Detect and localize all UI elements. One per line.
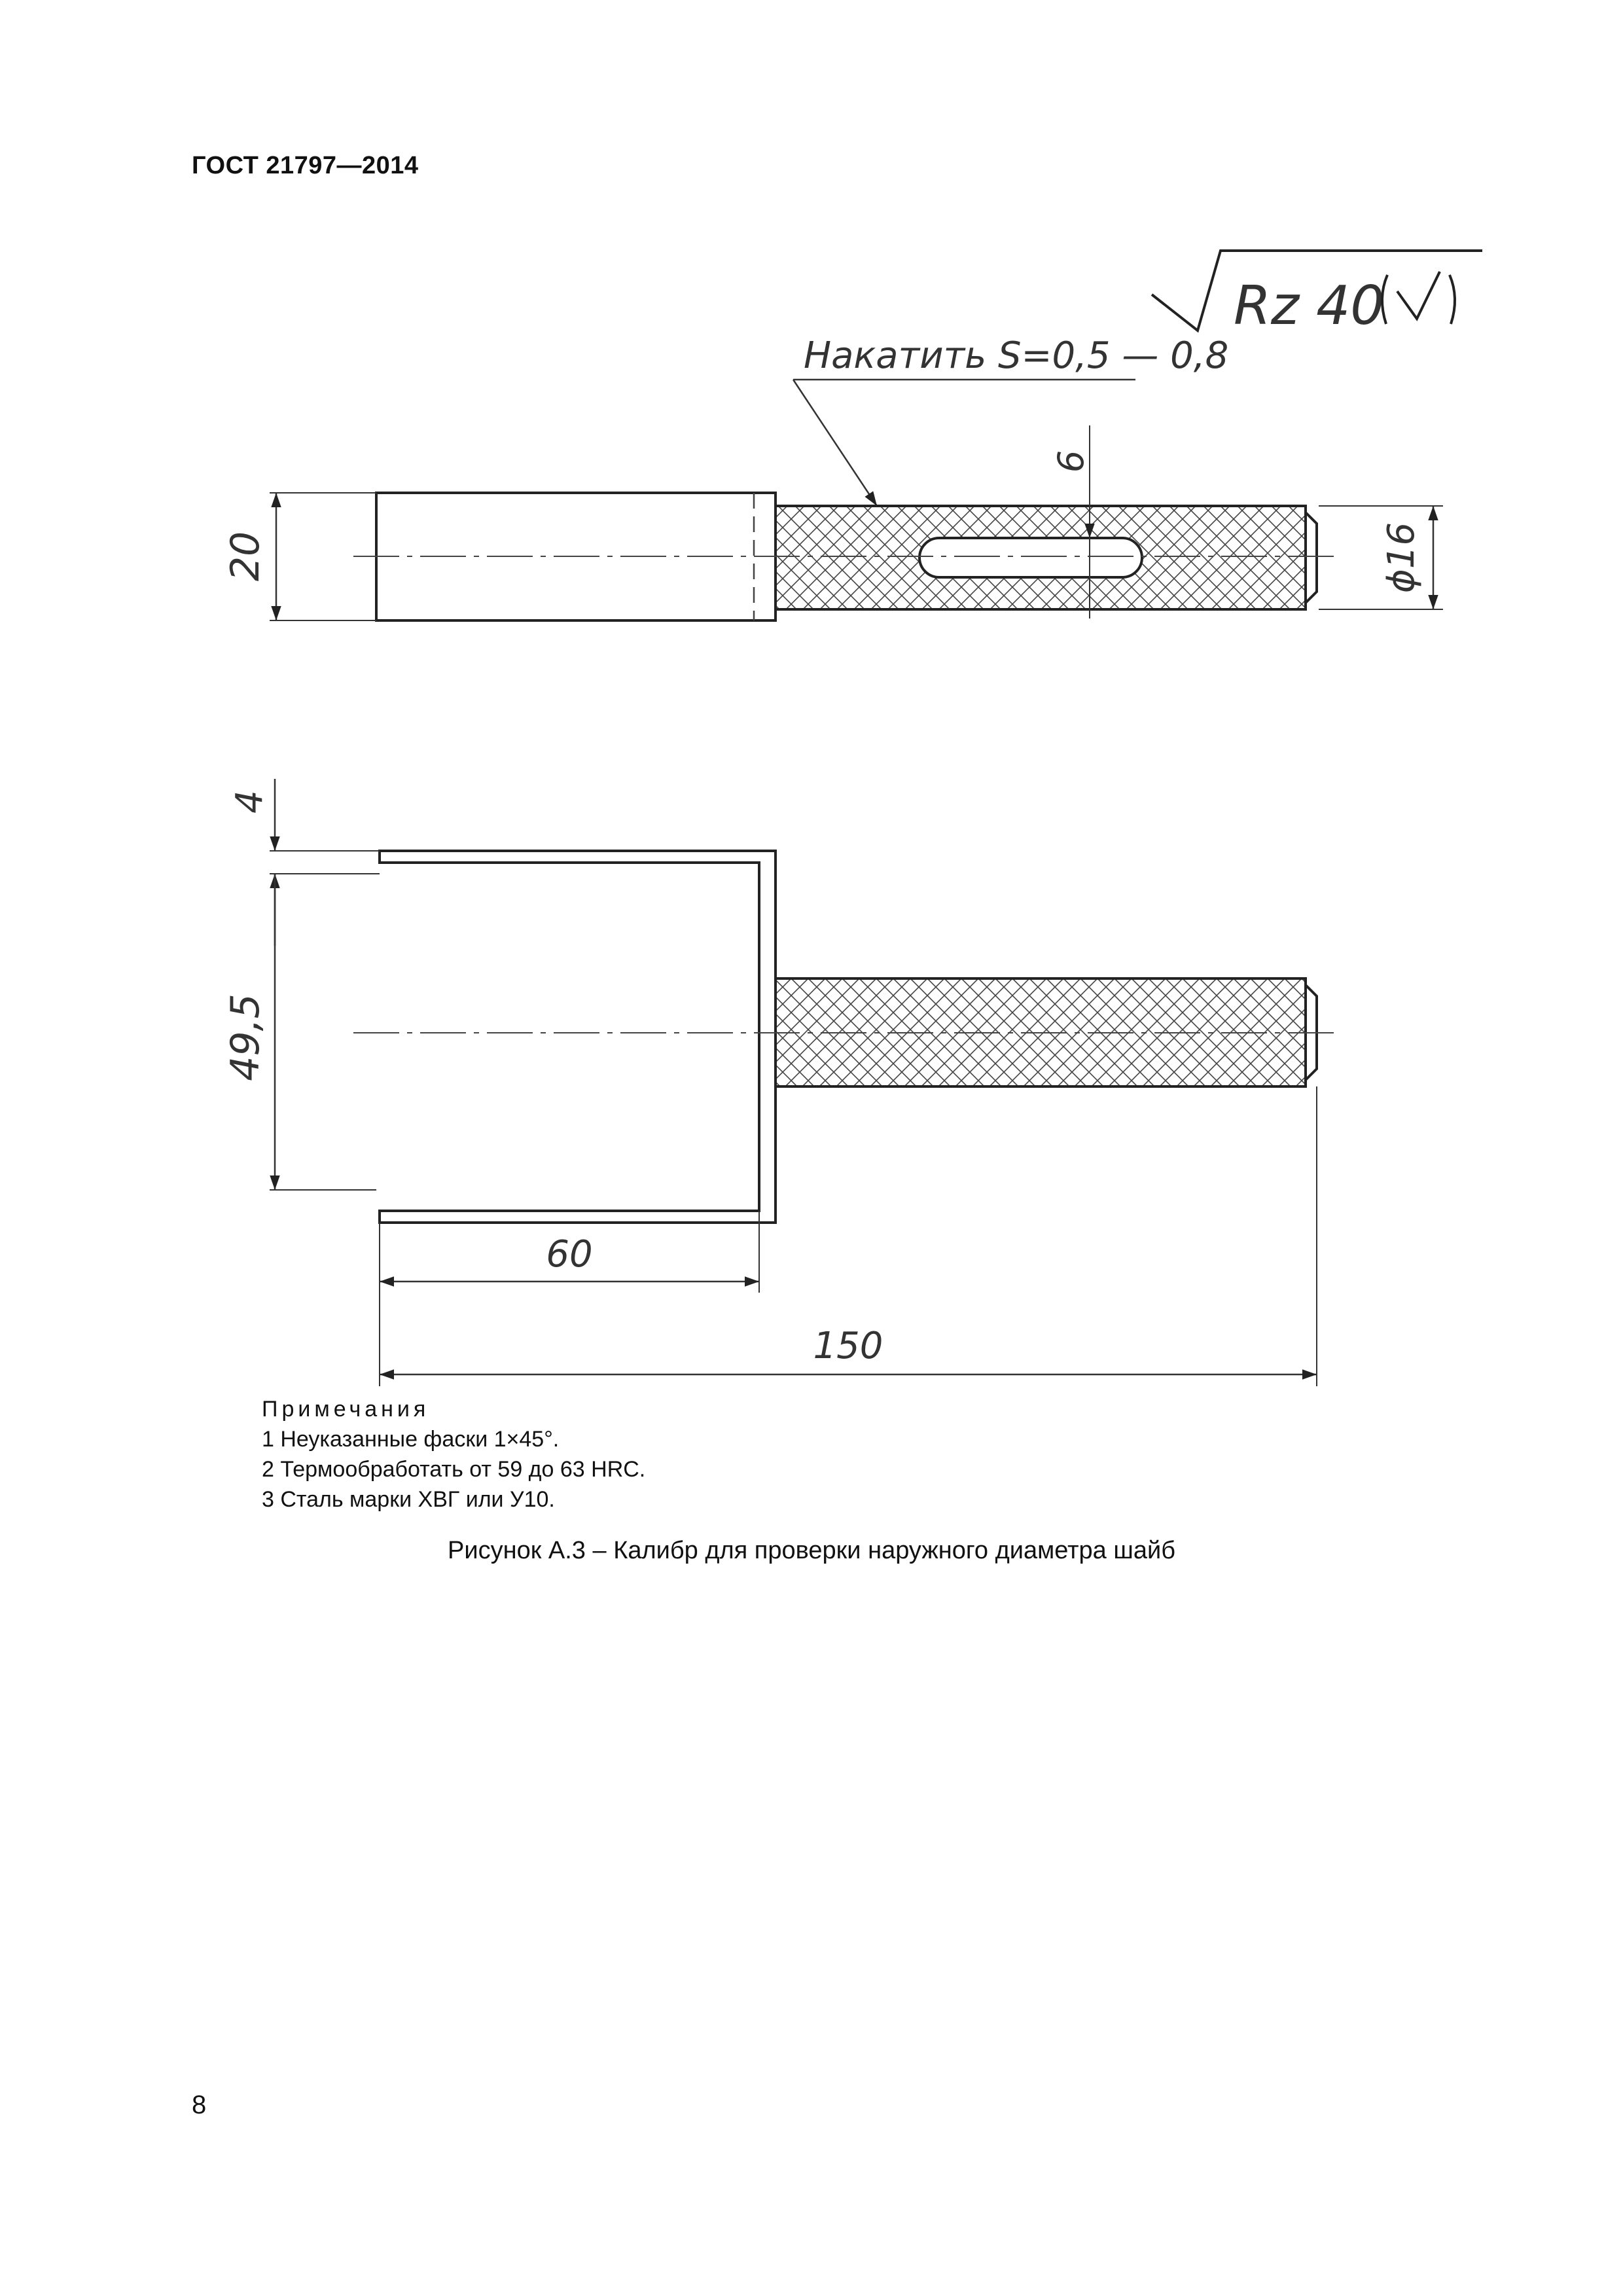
dim-slot-width: 6 bbox=[1050, 450, 1092, 473]
notes-title: Примечания bbox=[262, 1397, 430, 1422]
dim-lip: 4 bbox=[228, 790, 271, 814]
document-header: ГОСТ 21797—2014 bbox=[192, 152, 419, 179]
figure-caption: Рисунок А.3 – Калибр для проверки наружного диаметра шайб bbox=[448, 1537, 1175, 1564]
knurl-note-text: Накатить S=0,5 — 0,8 bbox=[804, 334, 1229, 377]
roughness-symbol bbox=[1152, 251, 1482, 337]
page-number: 8 bbox=[192, 2090, 207, 2119]
top-view bbox=[223, 425, 1443, 620]
dim-total-length: 150 bbox=[813, 1325, 883, 1367]
dim-diameter: ϕ16 bbox=[1380, 522, 1423, 594]
notes-block bbox=[262, 1394, 645, 1515]
dim-inner-height: 49,5 bbox=[223, 994, 268, 1081]
note-item: 3 Сталь марки ХВГ или У10. bbox=[262, 1487, 555, 1512]
note-item: 2 Термообработать от 59 до 63 HRC. bbox=[262, 1457, 646, 1482]
knurl-note bbox=[793, 334, 1228, 506]
dim-head-length: 60 bbox=[546, 1233, 593, 1276]
dim-head-height: 20 bbox=[223, 531, 268, 582]
note-item: 1 Неуказанные фаски 1×45°. bbox=[262, 1427, 560, 1452]
roughness-value: Rz 40 bbox=[1234, 275, 1385, 337]
front-view bbox=[223, 779, 1342, 1386]
